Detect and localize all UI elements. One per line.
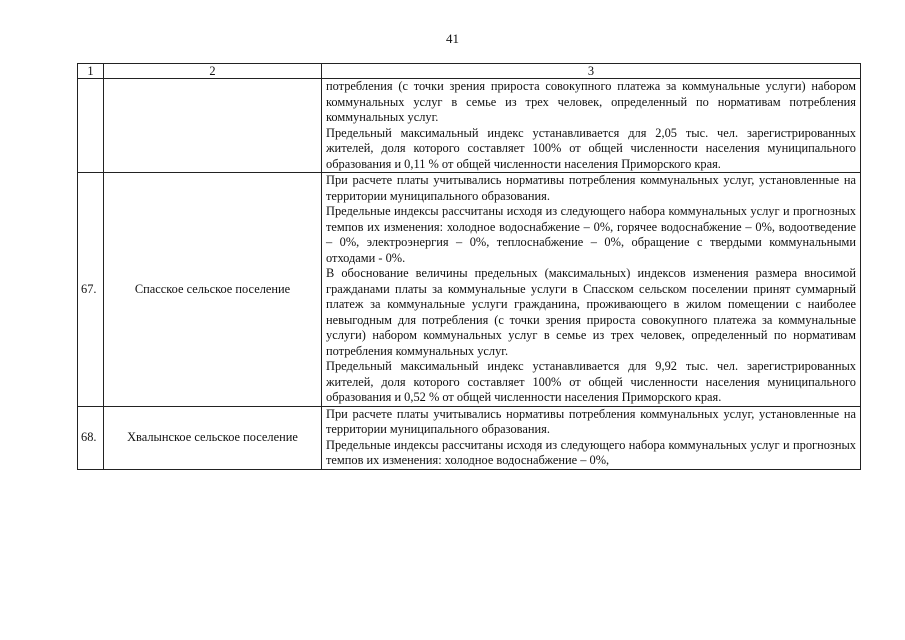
table-row-67 [78,173,861,407]
description-cell [322,406,861,469]
column-header-municipality: 2 [104,64,322,79]
municipality-name [104,79,322,173]
description-cell [322,173,861,407]
page-number: 41 [446,31,459,46]
table-header-row [78,64,861,79]
description-paragraph: Предельный максимальный индекс устанавливается для 2,05 тыс. чел. зарегистрированных жителей, доля которого составляет 100% от общей численности населения муниципального образования и 0,11 % от общей численности населения Приморского края. [326,125,856,171]
row-number: 68. [78,406,104,469]
description-paragraph: Предельный максимальный индекс устанавливается для 9,92 тыс. чел. зарегистрированных жителей, доля которого составляет 100% от общей численности населения муниципального образования и 0,52 % от общей численности населения Приморского края. [326,359,856,404]
municipality-name: Спасское сельское поселение [104,173,322,407]
municipality-name: Хвалынское сельское поселение [104,406,322,469]
description-paragraph: Предельные индексы рассчитаны исходя из следующего набора коммунальных услуг и прогнозных темпов их изменения: холодное водоснабжение – 0%, горячее водоснабжение – 0%, водоотведение – 0%, электроэнергия – 0%, теплоснабжение – 0%, обращение с твердыми коммунальными отходами - 0%. [326,204,856,265]
row-number: 67. [78,173,104,407]
table-row-68 [78,406,861,469]
description-cell [322,79,861,173]
description-paragraph: При расчете платы учитывались нормативы потребления коммунальных услуг, установленные на территории муниципального образования. [326,173,856,203]
column-header-description: 3 [322,64,861,79]
description-paragraph: В обоснование величины предельных (максимальных) индексов изменения размера вносимой гражданами платы за коммунальные услуги в Спасском сельском поселении принят суммарный платеж за коммунальные услуги гражданина, проживающего в жилом помещении с наиболее невыгодным для потребления (с точки зрения прироста совокупного платежа за коммунальные услуги) набором коммунальных услуг в семье из трех человек, определенный по нормативам потребления коммунальных услуг. [326,266,856,358]
description-paragraph: При расчете платы учитывались нормативы потребления коммунальных услуг, установленные на территории муниципального образования. [326,406,856,436]
municipal-index-table [77,63,861,470]
column-header-number: 1 [78,64,104,79]
table-row-continued [78,79,861,173]
row-number [78,79,104,173]
description-paragraph: Предельные индексы рассчитаны исходя из следующего набора коммунальных услуг и прогнозных темпов их изменения: холодное водоснабжение – 0%, [326,437,856,467]
description-paragraph: потребления (с точки зрения прироста совокупного платежа за коммунальные услуги) набором коммунальных услуг в семье из трех человек, определенный по нормативам потребления коммунальных услуг. [326,79,856,124]
